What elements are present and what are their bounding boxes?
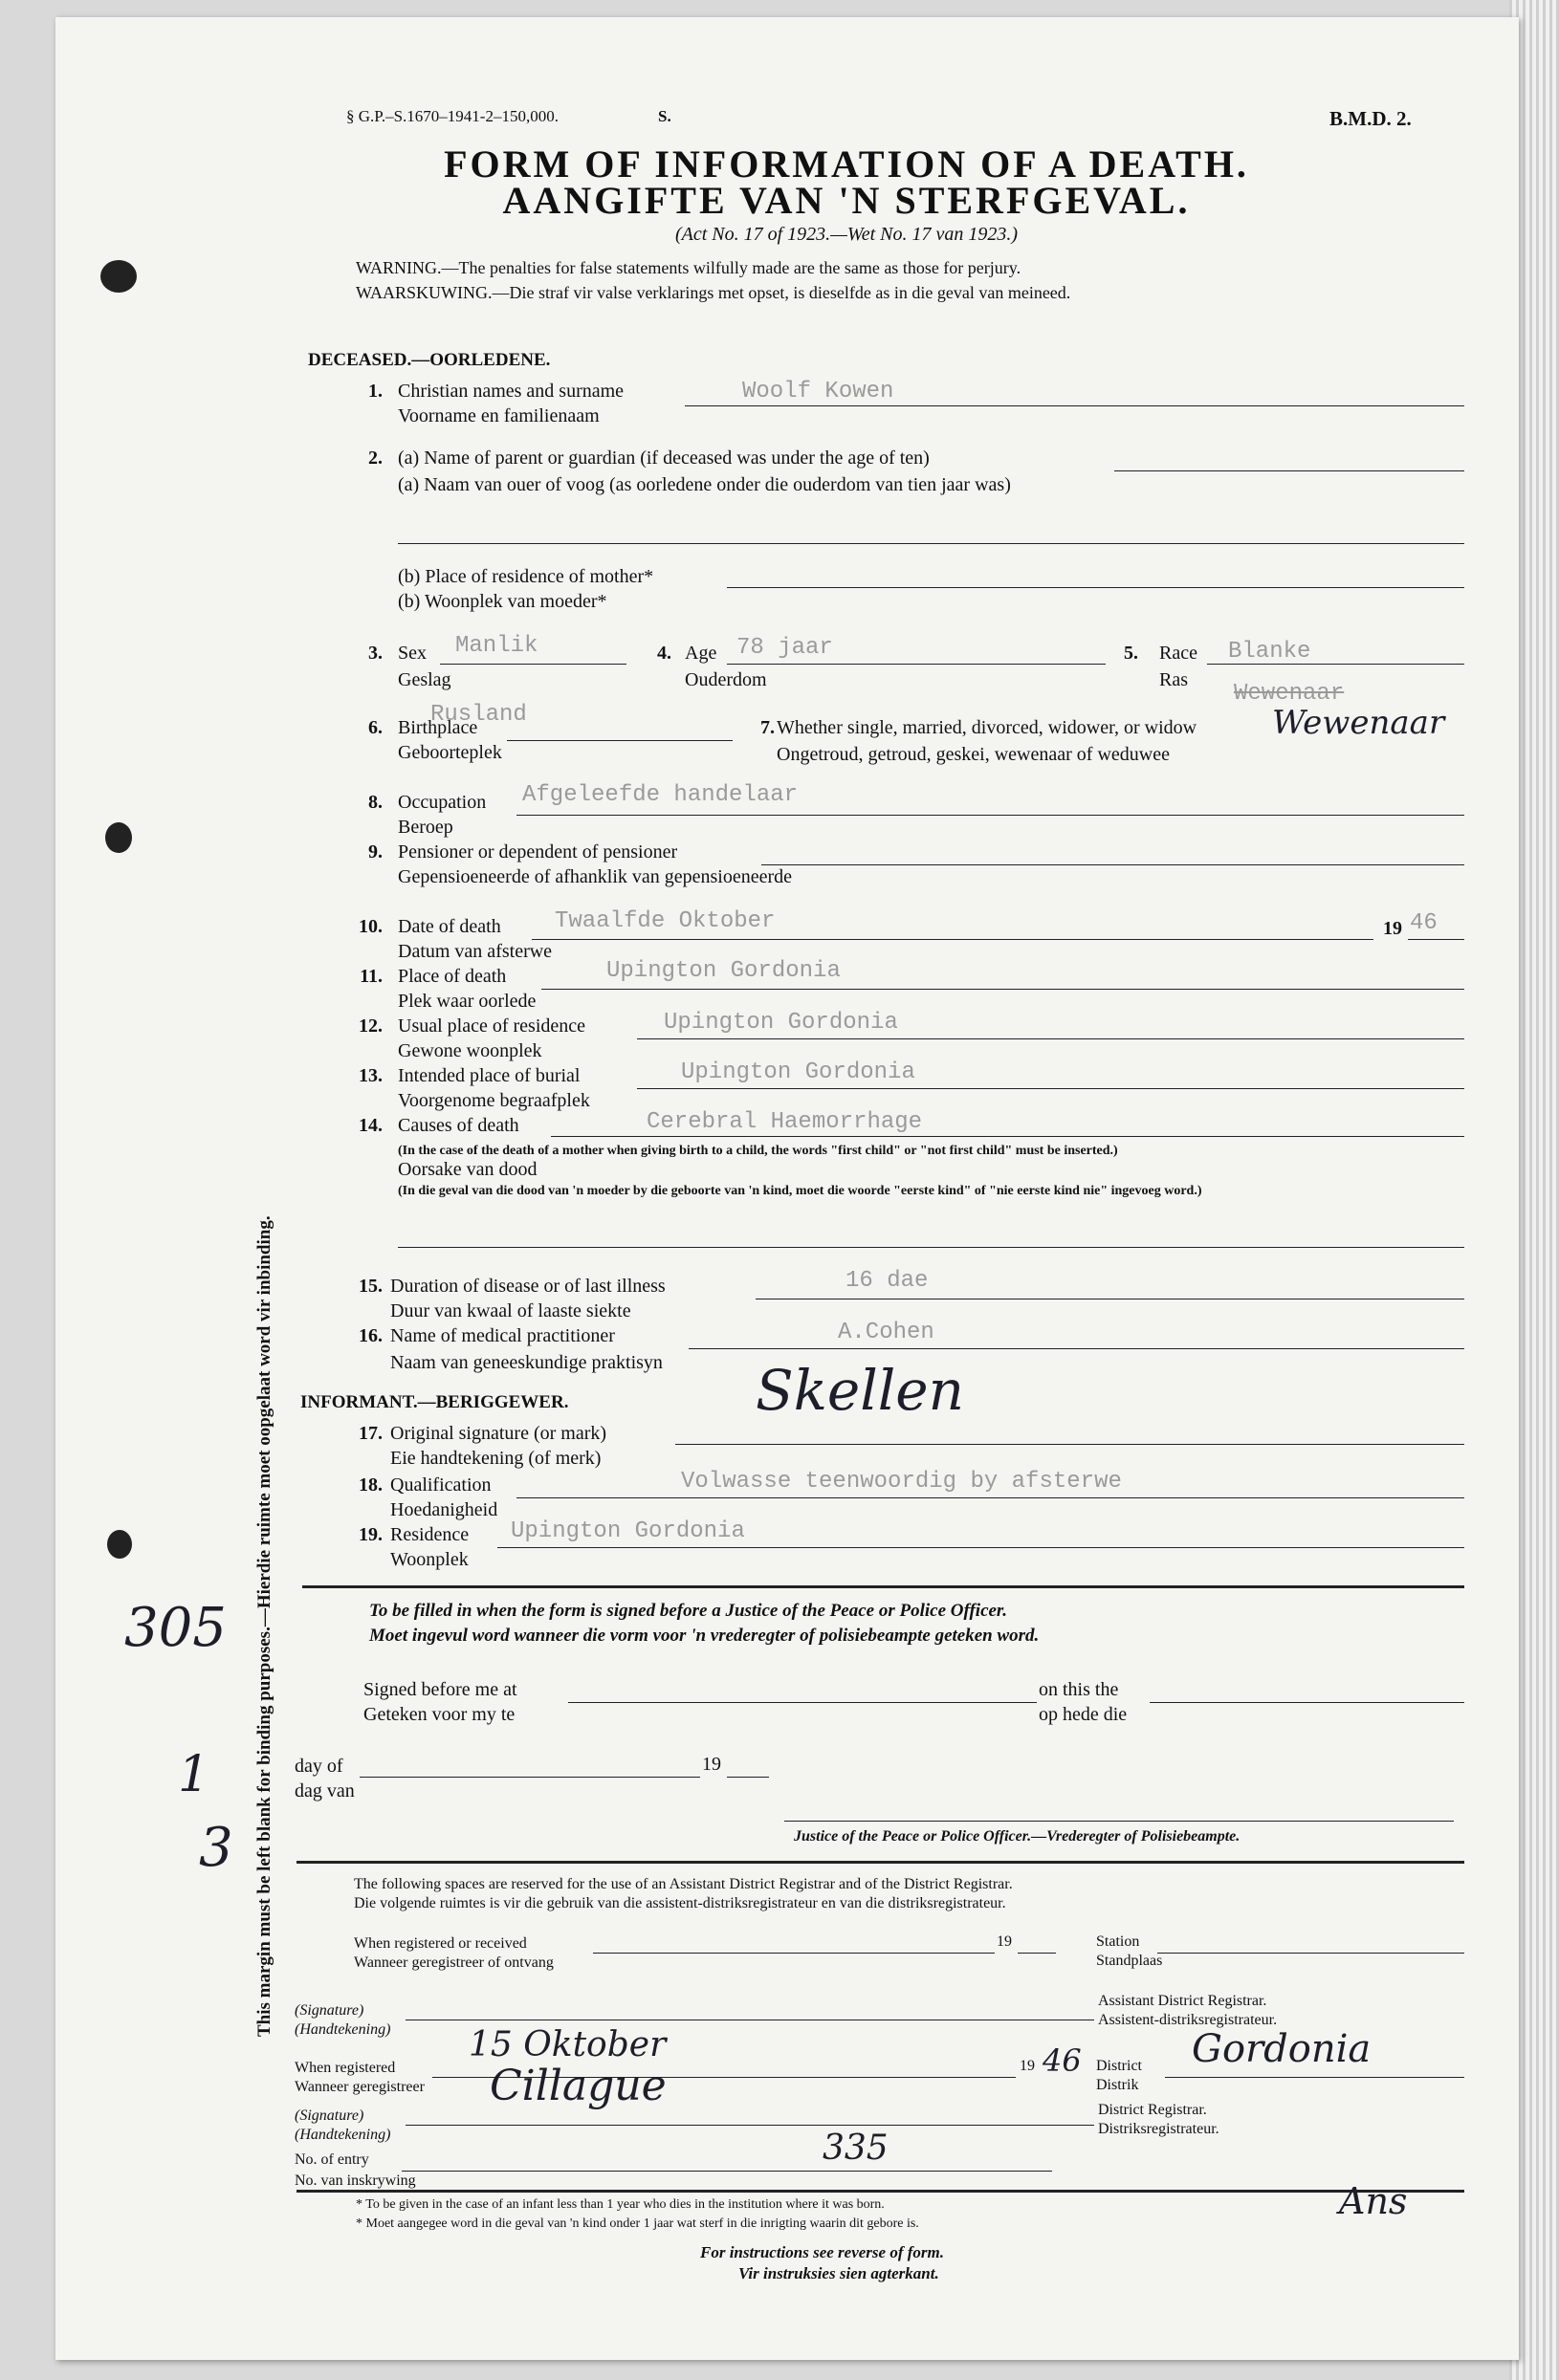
label-af: Geboorteplek: [398, 742, 502, 763]
label-en: Causes of death: [398, 1115, 519, 1136]
year-prefix: 19: [997, 1933, 1012, 1950]
informant-signature: Skellen: [756, 1358, 964, 1423]
field-number: 1.: [368, 381, 383, 402]
registration-date-handwritten: 15 Oktober: [469, 2025, 667, 2064]
form-title-af: AANGIFTE VAN 'N STERFGEVAL.: [502, 179, 1191, 222]
field-number: 3.: [368, 643, 383, 664]
field-number: 13.: [359, 1065, 383, 1086]
label-af: Plek waar oorlede: [398, 991, 537, 1012]
label-en: Residence: [390, 1524, 470, 1545]
instructions-en: For instructions see reverse of form.: [700, 2243, 944, 2261]
label-af: dag van: [295, 1780, 355, 1801]
label-af: Wanneer geregistreer of ontvang: [354, 1954, 554, 1971]
label-en: District: [1096, 2058, 1142, 2074]
footnote-af: * Moet aangegee word in die geval van 'n kind onder 1 jaar wat sterf in die inrigting waarin dit gebore is.: [356, 2216, 919, 2231]
label-en: Duration of disease or of last illness: [390, 1276, 666, 1297]
label-af: op hede die: [1039, 1704, 1128, 1725]
label-af: Ongetroud, getroud, geskei, wewenaar of weduwee: [777, 744, 1170, 765]
label-en: (b) Place of residence of mother*: [398, 566, 654, 587]
act-reference: (Act No. 17 of 1923.—Wet No. 17 van 1923.): [674, 224, 1019, 245]
margin-note-1: 1: [178, 1746, 210, 1803]
cause-of-death-value: Cerebral Haemorrhage: [647, 1109, 923, 1135]
label-af: Gepensioeneerde of afhanklik van gepensioeneerde: [398, 866, 793, 887]
label-af: Duur van kwaal of laaste siekte: [390, 1300, 631, 1321]
margin-note-3: 3: [199, 1817, 233, 1879]
sex-value: Manlik: [455, 633, 538, 659]
label-en: Christian names and surname: [398, 381, 625, 402]
form-code: B.M.D. 2.: [1329, 107, 1412, 130]
field-number: 4.: [657, 643, 671, 664]
note-en: (In the case of the death of a mother when giving birth to a child, the words "first child" or "not first child" must be inserted.): [398, 1144, 1118, 1158]
label-af: Oorsake van dood: [398, 1159, 538, 1180]
label-en: (Signature): [295, 2107, 364, 2124]
label-af: Datum van afsterwe: [398, 941, 553, 962]
label-en: Original signature (or mark): [390, 1423, 607, 1444]
label-en: (Signature): [295, 2002, 364, 2019]
year-prefix: 19: [702, 1754, 721, 1775]
label-en: Assistant District Registrar.: [1098, 1993, 1267, 2009]
field-number: 2.: [368, 448, 383, 469]
birthplace-value: Rusland: [430, 702, 527, 728]
entry-number-handwritten: 335: [823, 2129, 889, 2168]
warning-en: WARNING.—The penalties for false statements wilfully made are the same as those for perjury.: [356, 258, 1021, 277]
label-en: When registered or received: [354, 1935, 527, 1952]
label-af: Naam van geneeskundige praktisyn: [390, 1352, 663, 1373]
label-af: Assistent-distriksregistrateur.: [1098, 2012, 1278, 2028]
label-af: Wanneer geregistreer: [295, 2079, 425, 2095]
label-en: No. of entry: [295, 2151, 369, 2168]
field-number: 15.: [359, 1276, 383, 1297]
field-number: 8.: [368, 792, 383, 813]
field-number: 17.: [359, 1423, 383, 1444]
field-number: 16.: [359, 1325, 383, 1346]
marital-status-value: Wewenaar: [1234, 681, 1345, 707]
label-af: Geslag: [398, 669, 451, 690]
duration-value: 16 dae: [845, 1268, 929, 1294]
jp-intro-af: Moet ingevul word wanneer die vorm voor 'n vrederegter of polisiebeampte geteken word.: [369, 1626, 1040, 1646]
note-af: (In die geval van die dood van 'n moeder by die geboorte van 'n kind, moet die woorde "eerste kind" of "nie eerste kind nie" ingevoeg word.): [398, 1184, 1202, 1198]
label-en: Usual place of residence: [398, 1015, 586, 1037]
registrar-note-en: The following spaces are reserved for the use of an Assistant District Registrar and of the District Registrar.: [354, 1876, 1013, 1892]
label-en: Birthplace: [398, 717, 478, 738]
occupation-value: Afgeleefde handelaar: [522, 782, 799, 808]
field-number: 18.: [359, 1474, 383, 1496]
label-en: day of: [295, 1756, 343, 1777]
instructions-af: Vir instruksies sien agterkant.: [738, 2264, 939, 2282]
deceased-name-value: Woolf Kowen: [742, 379, 894, 404]
field-number: 12.: [359, 1015, 383, 1037]
field-number: 10.: [359, 916, 383, 937]
field-number: 11.: [360, 966, 383, 987]
year-of-death-value: 46: [1410, 910, 1438, 936]
age-value: 78 jaar: [736, 635, 833, 661]
label-en: When registered: [295, 2060, 396, 2076]
registration-year-handwritten: 46: [1043, 2042, 1082, 2079]
burial-place-value: Upington Gordonia: [681, 1059, 915, 1085]
practitioner-value: A.Cohen: [838, 1320, 934, 1345]
field-number: 5.: [1124, 643, 1138, 664]
binding-margin-text: This margin must be left blank for binding purposes.—Hierdie ruimte moet oopgelaat word vir inbinding.: [254, 1215, 274, 2037]
field-number: 6.: [368, 717, 383, 738]
punch-hole: [100, 260, 137, 293]
label-af: Woonplek: [390, 1549, 469, 1570]
warning-af: WAARSKUWING.—Die straf vir valse verklarings met opset, is dieselfde as in die geval van meineed.: [356, 283, 1071, 302]
label-af: Beroep: [398, 817, 453, 838]
label-en: Age: [685, 643, 717, 664]
field-number: 7.: [760, 717, 775, 738]
year-prefix: 19: [1020, 2058, 1035, 2074]
registrar-note-af: Die volgende ruimtes is vir die gebruik van die assistent-distriksregistrateur en van die distriksregistrateur.: [354, 1895, 1006, 1911]
registrar-signature: Cillague: [490, 2062, 667, 2110]
label-en: Qualification: [390, 1474, 492, 1496]
initials-handwritten: Ans: [1339, 2180, 1408, 2222]
label-af: (a) Naam van ouer of voog (as oorledene onder die ouderdom van tien jaar was): [398, 474, 1011, 495]
label-af: Eie handtekening (of merk): [390, 1448, 602, 1469]
label-af: (Handtekening): [295, 2127, 391, 2143]
section-informant: INFORMANT.—BERIGGEWER.: [300, 1392, 569, 1412]
jp-caption: Justice of the Peace or Police Officer.—Vrederegter of Polisiebeampte.: [794, 1828, 1241, 1845]
qualification-value: Volwasse teenwoordig by afsterwe: [681, 1469, 1122, 1495]
district-handwritten: Gordonia: [1192, 2027, 1372, 2071]
jp-intro-en: To be filled in when the form is signed before a Justice of the Peace or Police Officer.: [369, 1601, 1008, 1621]
label-af: Gewone woonplek: [398, 1040, 542, 1061]
label-af: Geteken voor my te: [363, 1704, 516, 1725]
label-af: Distrik: [1096, 2077, 1139, 2093]
label-en: Pensioner or dependent of pensioner: [398, 841, 678, 862]
label-en: Race: [1159, 643, 1197, 664]
label-af: Ras: [1159, 669, 1188, 690]
label-en: District Registrar.: [1098, 2102, 1207, 2118]
label-en: Whether single, married, divorced, widower, or widow: [777, 717, 1197, 738]
margin-note-number: 305: [124, 1597, 227, 1659]
field-number: 9.: [368, 841, 383, 862]
label-en: Signed before me at: [363, 1679, 517, 1700]
field-number: 14.: [359, 1115, 383, 1136]
label-af: Standplaas: [1096, 1953, 1163, 1969]
label-en: Place of death: [398, 966, 507, 987]
marital-status-handwritten: Wewenaar: [1272, 704, 1445, 742]
label-en: on this the: [1039, 1679, 1119, 1700]
field-number: 19.: [359, 1524, 383, 1545]
date-of-death-value: Twaalfde Oktober: [555, 908, 776, 934]
label-af: Distriksregistrateur.: [1098, 2121, 1219, 2137]
year-prefix: 19: [1383, 918, 1402, 939]
informant-residence-value: Upington Gordonia: [511, 1518, 745, 1544]
print-reference-letter: S.: [658, 107, 671, 125]
label-en: Name of medical practitioner: [390, 1325, 615, 1346]
punch-hole: [107, 1530, 132, 1559]
label-en: Sex: [398, 643, 427, 664]
place-of-death-value: Upington Gordonia: [606, 958, 841, 984]
label-af: (b) Woonplek van moeder*: [398, 591, 607, 612]
label-af: Voorname en familienaam: [398, 405, 600, 426]
label-en: Intended place of burial: [398, 1065, 581, 1086]
label-af: No. van inskrywing: [295, 2173, 416, 2189]
punch-hole: [105, 822, 132, 853]
footnote-en: * To be given in the case of an infant less than 1 year who dies in the institution where it was born.: [356, 2197, 885, 2212]
label-en: (a) Name of parent or guardian (if deceased was under the age of ten): [398, 448, 930, 469]
label-en: Date of death: [398, 916, 501, 937]
usual-residence-value: Upington Gordonia: [664, 1010, 898, 1036]
label-en: Station: [1096, 1933, 1140, 1950]
section-deceased: DECEASED.—OORLEDENE.: [308, 350, 551, 370]
race-value: Blanke: [1228, 639, 1311, 665]
form-title-en: FORM OF INFORMATION OF A DEATH.: [444, 142, 1249, 186]
label-af: Ouderdom: [685, 669, 767, 690]
label-en: Occupation: [398, 792, 487, 813]
label-af: Hoedanigheid: [390, 1499, 498, 1520]
label-af: (Handtekening): [295, 2021, 391, 2038]
print-reference: § G.P.–S.1670–1941-2–150,000.: [346, 107, 559, 125]
label-af: Voorgenome begraafplek: [398, 1090, 590, 1111]
